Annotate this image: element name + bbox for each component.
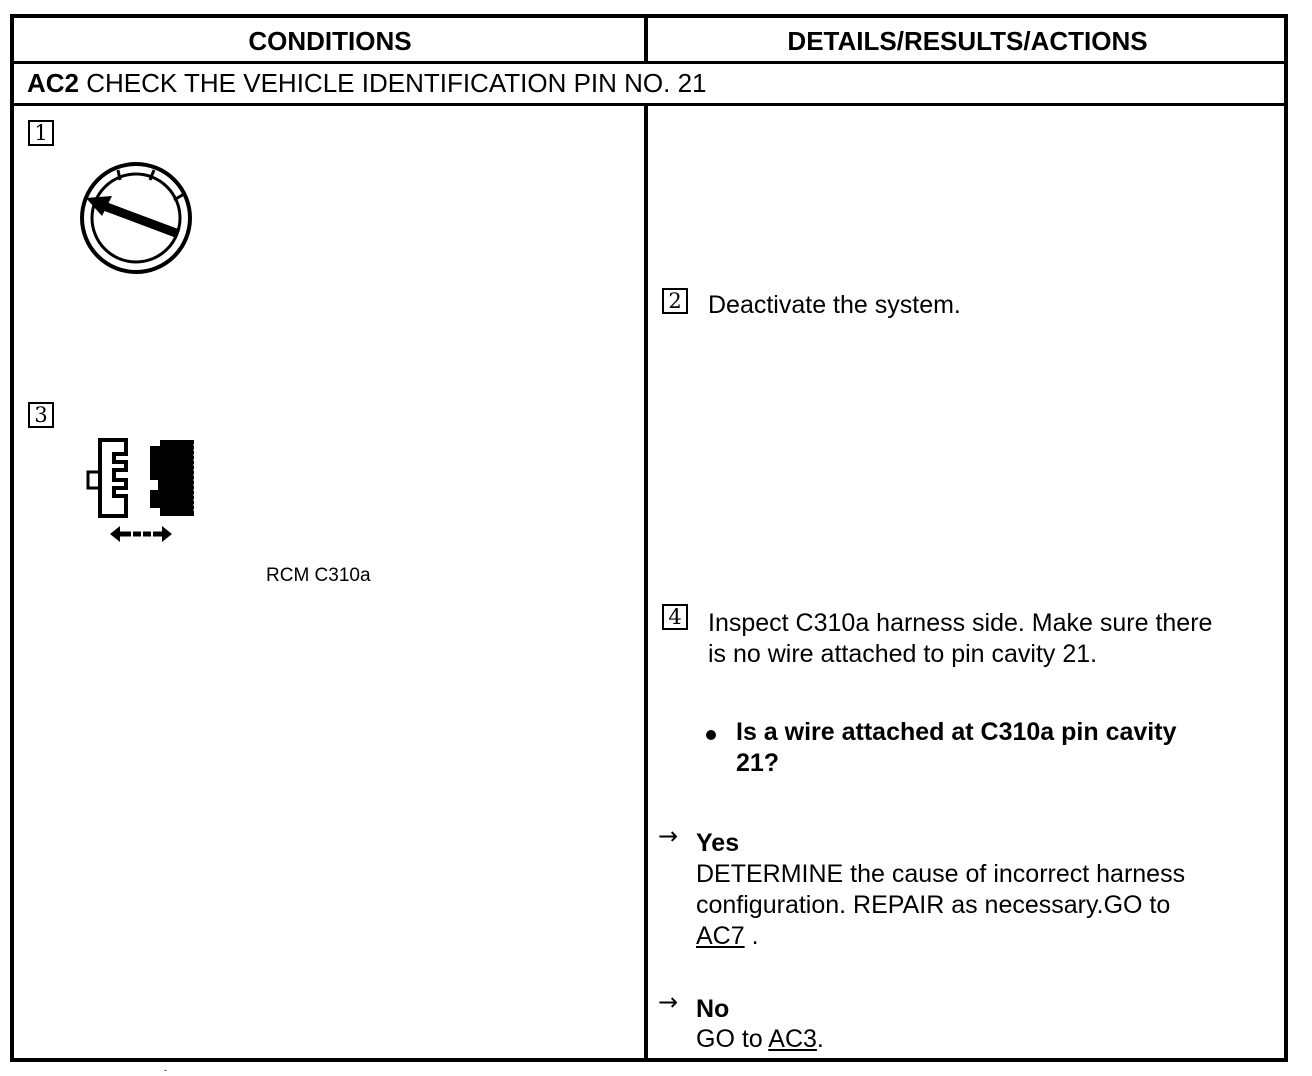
test-title-row xyxy=(14,64,1284,106)
yes-suffix: . xyxy=(744,922,759,950)
step-1-box: 1 xyxy=(28,120,54,146)
step-2-text: Deactivate the system. xyxy=(708,291,961,319)
question-bullet xyxy=(706,730,716,740)
test-title: CHECK THE VEHICLE IDENTIFICATION PIN NO. 21 xyxy=(86,68,707,98)
no-arrow-icon: → xyxy=(658,988,679,1016)
question-line-1: Is a wire attached at C310a pin cavity xyxy=(736,718,1177,746)
yes-text-line-1: DETERMINE the cause of incorrect harness xyxy=(696,860,1186,888)
no-suffix: . xyxy=(816,1025,824,1053)
footer-mark: - xyxy=(164,1065,167,1075)
connector-disconnect-icon xyxy=(80,436,196,546)
link-ac3[interactable]: AC3 xyxy=(768,1025,817,1053)
connector-label: RCM C310a xyxy=(266,565,371,586)
ignition-switch-icon xyxy=(78,160,194,276)
no-prefix: GO to xyxy=(696,1025,769,1053)
column-divider xyxy=(644,106,648,1062)
yes-text-line-2: configuration. REPAIR as necessary.GO to xyxy=(696,891,1171,919)
procedure-table xyxy=(10,14,1288,1062)
header-divider xyxy=(644,18,648,64)
yes-label: Yes xyxy=(696,829,740,857)
conditions-header: CONDITIONS xyxy=(248,26,412,56)
question-line-2: 21? xyxy=(736,749,780,777)
link-ac7[interactable]: AC7 xyxy=(696,922,745,950)
test-code: AC2 xyxy=(27,68,80,98)
step-4-text-line-1: Inspect C310a harness side. Make sure there xyxy=(708,609,1213,637)
step-3-box: 3 xyxy=(28,402,54,428)
yes-text-line-3 xyxy=(696,921,759,952)
table-header-row xyxy=(14,18,1284,64)
no-label: No xyxy=(696,995,730,1023)
step-4-box: 4 xyxy=(662,604,688,630)
details-header: DETAILS/RESULTS/ACTIONS xyxy=(787,26,1148,56)
no-text xyxy=(696,1024,824,1055)
step-2-box: 2 xyxy=(662,288,688,314)
yes-arrow-icon: → xyxy=(658,822,679,850)
step-4-text-line-2: is no wire attached to pin cavity 21. xyxy=(708,640,1098,668)
